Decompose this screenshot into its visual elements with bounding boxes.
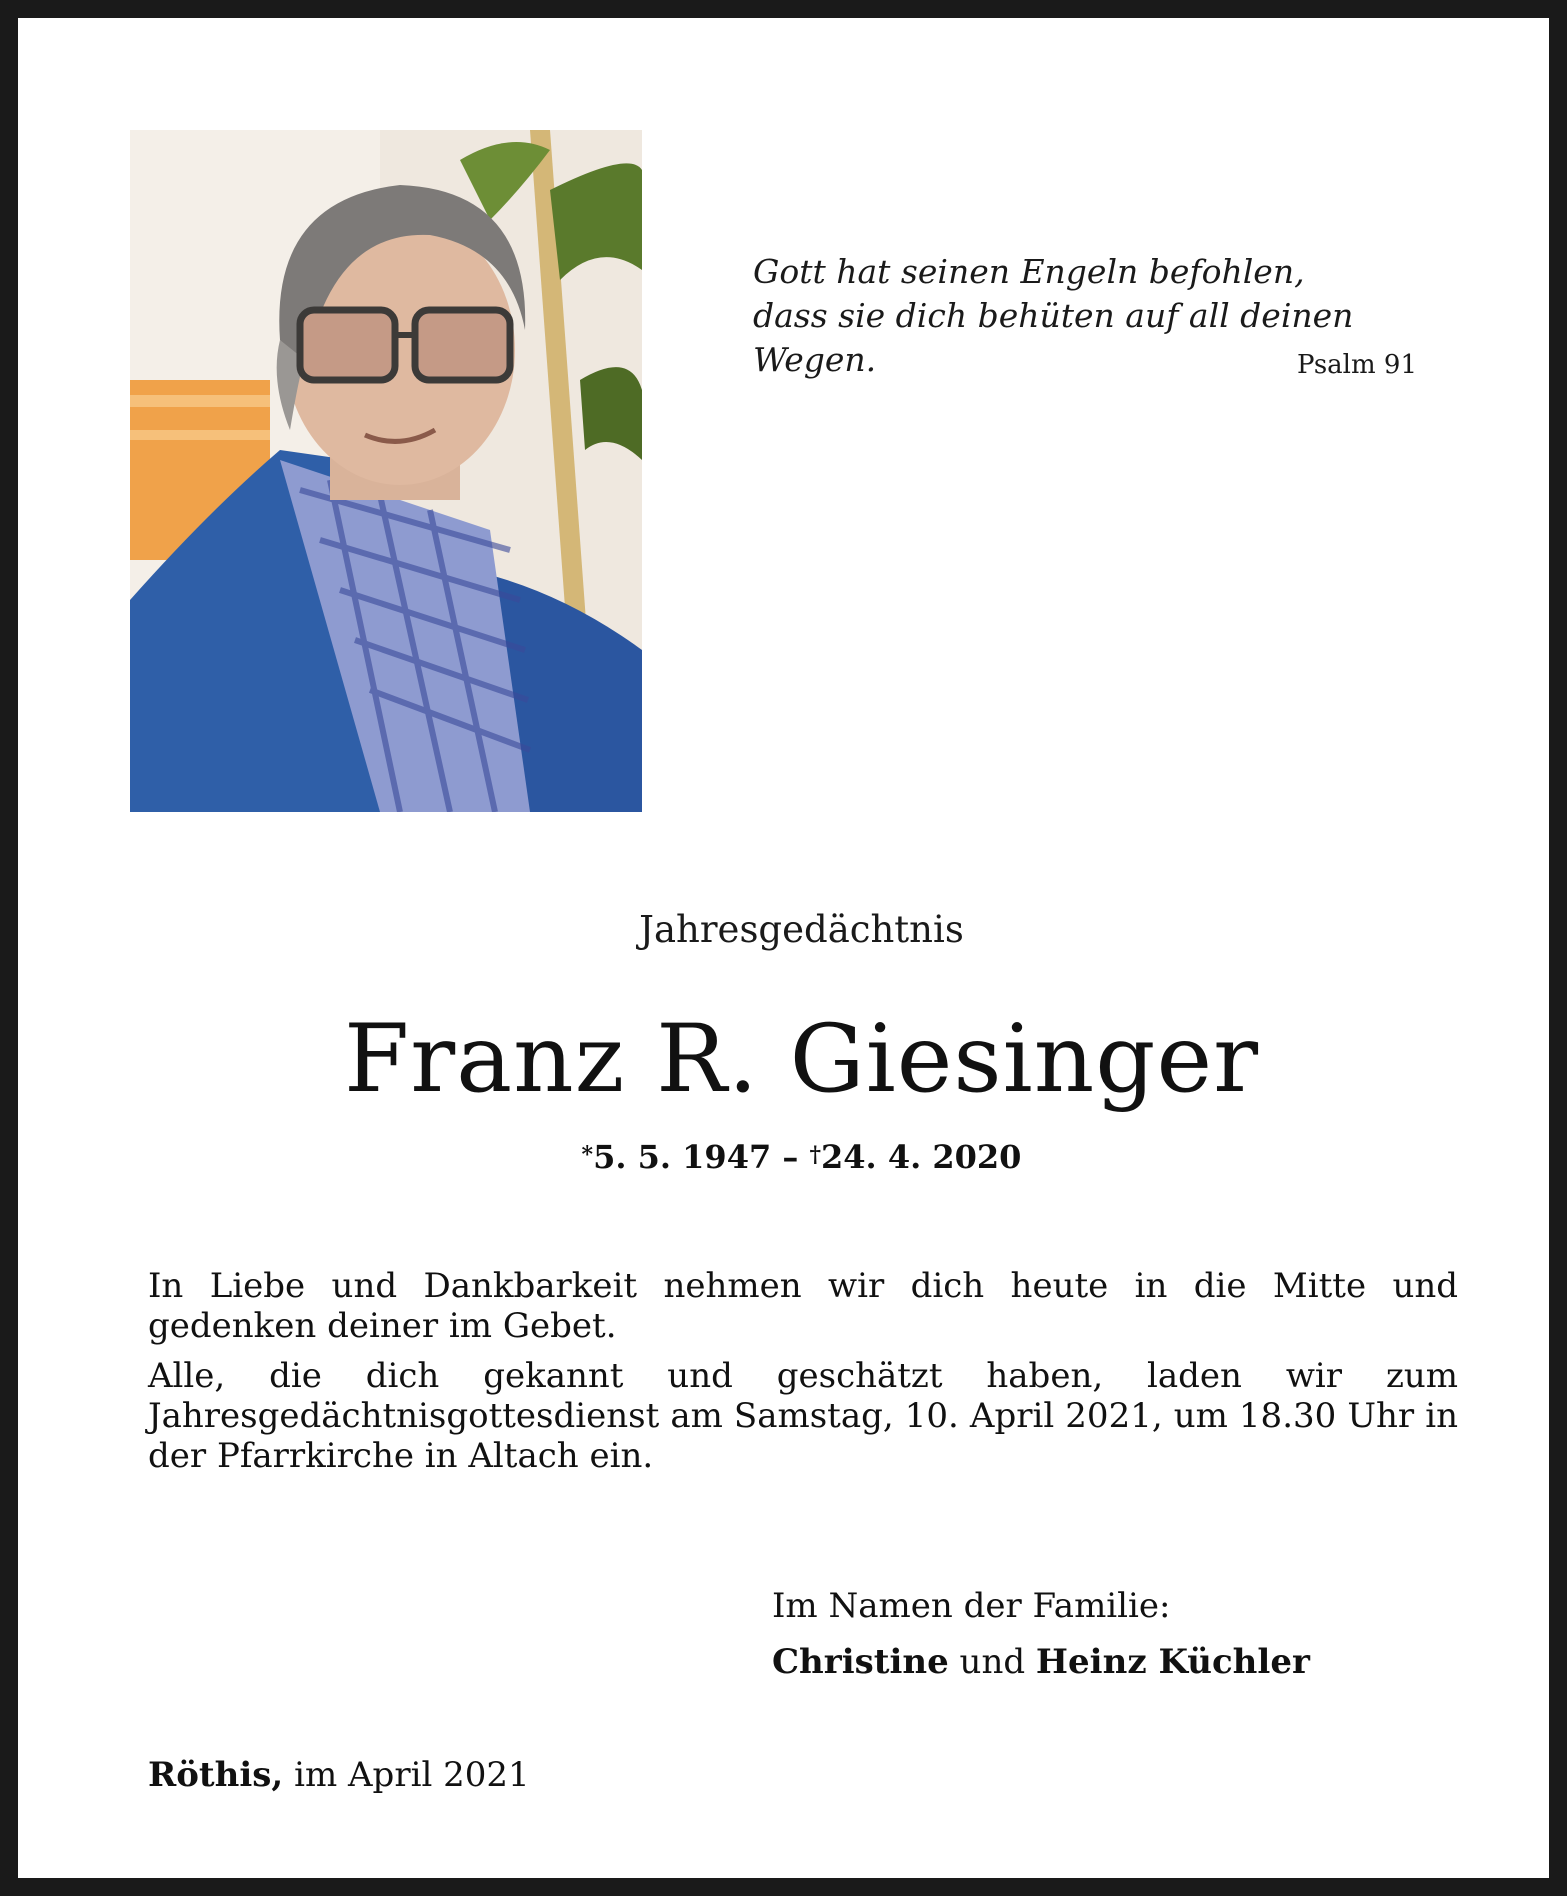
signature-connector: und xyxy=(959,1642,1026,1682)
deceased-name: Franz R. Giesinger xyxy=(343,1005,1260,1114)
quote-source: Psalm 91 xyxy=(1297,350,1417,380)
portrait-photo-illustration xyxy=(130,130,642,812)
death-symbol: † xyxy=(809,1142,822,1168)
portrait-photo xyxy=(130,130,642,812)
birth-date: 5. 5. 1947 xyxy=(593,1138,772,1176)
occasion-heading: Jahresgedächtnis xyxy=(639,908,964,951)
signature-intro: Im Namen der Familie: xyxy=(772,1586,1171,1626)
notice-body xyxy=(148,1266,1458,1486)
quote-line-1: Gott hat seinen Engeln befohlen, xyxy=(753,252,1305,291)
body-paragraph-2: Alle, die dich gekannt und geschätzt haben, laden wir zum Jahresgedächtnisgottesdienst am Samstag, 10. April 2021, um 18.30 Uhr in der Pfarrkirche in Altach ein. xyxy=(148,1356,1458,1476)
signature-name-2: Heinz Küchler xyxy=(1035,1642,1310,1682)
signature-block xyxy=(772,1578,1472,1690)
place-town: Röthis, xyxy=(148,1755,284,1795)
birth-symbol: * xyxy=(581,1142,594,1168)
signature-names xyxy=(772,1634,1472,1690)
quote-line-2: dass sie dich behüten auf all deinen Wegen. xyxy=(753,296,1354,379)
date-separator: – xyxy=(782,1138,799,1176)
place-date: im April 2021 xyxy=(294,1755,530,1795)
signature-name-1: Christine xyxy=(772,1642,949,1682)
place-date-line xyxy=(148,1755,530,1795)
life-dates xyxy=(18,1138,1567,1176)
death-date: 24. 4. 2020 xyxy=(821,1138,1022,1176)
body-paragraph-1: In Liebe und Dankbarkeit nehmen wir dich heute in die Mitte und gedenken deiner im Gebet. xyxy=(148,1266,1458,1346)
